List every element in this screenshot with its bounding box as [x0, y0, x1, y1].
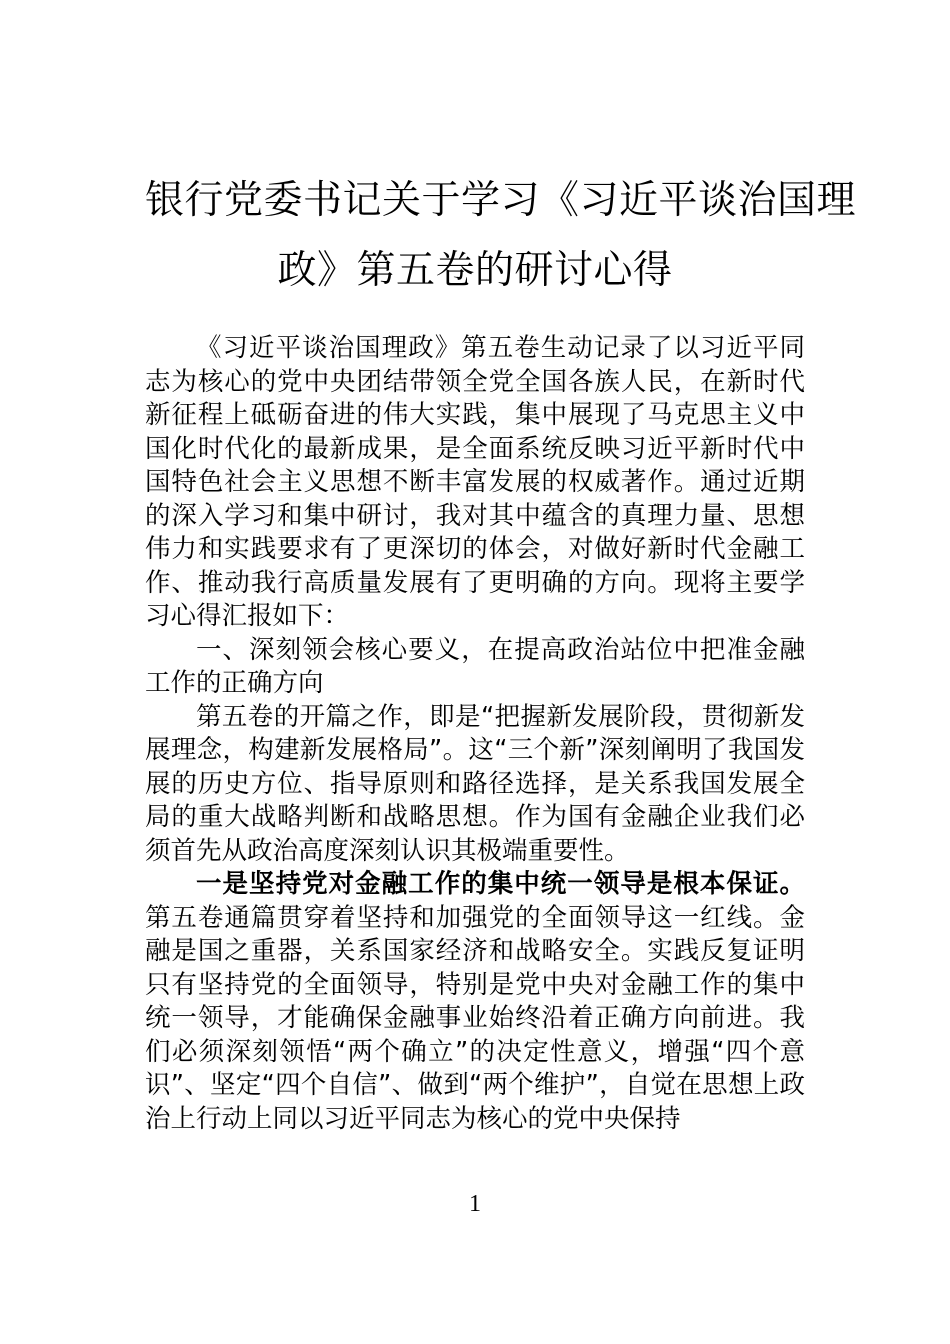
intro-paragraph: 《习近平谈治国理政》第五卷生动记录了以习近平同志为核心的党中央团结带领全党全国各族人民，在新时代新征程上砥砺奋进的伟大实践，集中展现了马克思主义中国化时代化的最新成果，是全面系统反映习近平新时代中国特色社会主义思想不断丰富发展的权威著作。通过近期的深入学习和集中研讨，我对其中蕴含的真理力量、思想伟力和实践要求有了更深切的体会，对做好新时代金融工作、推动我行高质量发展有了更明确的方向。现将主要学习心得汇报如下： — [145, 333, 805, 631]
point-text: 第五卷通篇贯穿着坚持和加强党的全面领导这一红线。金融是国之重器，关系国家经济和战略安全。实践反复证明只有坚持党的全面领导，特别是党中央对金融工作的集中统一领导，才能确保金融事业始终沿着正确方向前进。我们必须深刻领悟“两个确立”的决定性意义，增强“四个意识”、坚定“四个自信”、做到“两个维护”，自觉在思想上政治上行动上同以习近平同志为核心的党中央保持 — [145, 902, 805, 1134]
document-title — [145, 166, 857, 306]
title-line-2: 政》第五卷的研讨心得 — [277, 248, 673, 293]
section-heading-1: 一、深刻领会核心要义，在提高政治站位中把准金融工作的正确方向 — [145, 634, 805, 698]
title-line-1: 银行党委书记关于学习《习近平谈治国理 — [145, 178, 857, 223]
point-lead-bold: 一是坚持党对金融工作的集中统一领导是根本保证。 — [196, 869, 805, 899]
section-paragraph-1: 第五卷的开篇之作，即是“把握新发展阶段，贯彻新发展理念，构建新发展格局”。这“三个新”深刻阐明了我国发展的历史方位、指导原则和路径选择，是关系我国发展全局的重大战略判断和战略思想。作为国有金融企业我们必须首先从政治高度深刻认识其极端重要性。 — [145, 701, 805, 866]
page-number: 1 — [469, 1191, 481, 1217]
document-body — [145, 332, 805, 1136]
point-paragraph-1 — [145, 868, 805, 1136]
